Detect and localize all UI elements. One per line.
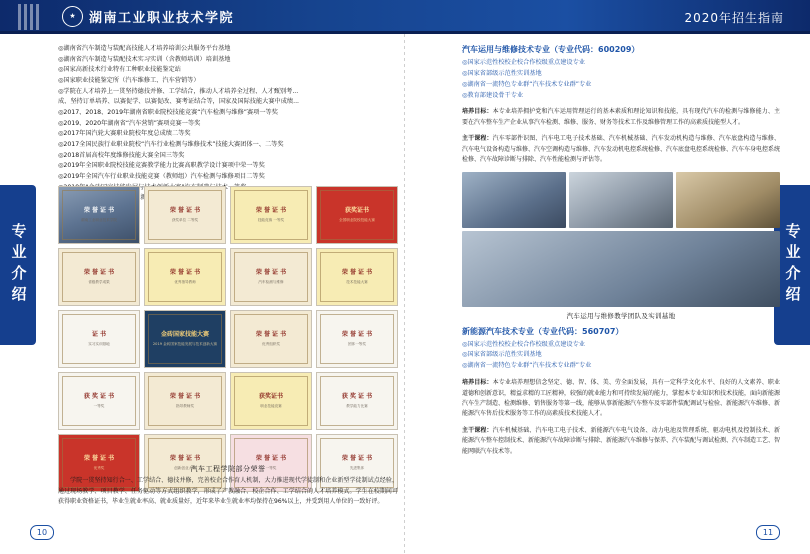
certificate-title: 证 书 实习实训基地 bbox=[88, 331, 110, 347]
certificate-title: 获奖证书 全国职业院校技能大赛 bbox=[339, 207, 375, 223]
major1-photo-gallery bbox=[462, 172, 780, 307]
photo-workshop-1 bbox=[462, 172, 566, 228]
certificate-item bbox=[144, 310, 226, 368]
list-item: ◎湖南省一流特色专业群“汽车技术专业群”专业 bbox=[462, 80, 592, 88]
certificate-title: 荣 誉 证 书 指导教师奖 bbox=[169, 393, 201, 409]
major2-courses-label: 主干课程： bbox=[462, 426, 493, 434]
certificate-subtitle: 实习实训基地 bbox=[88, 342, 110, 347]
side-tab-right-label: 专业介绍 bbox=[783, 223, 802, 307]
list-item: 成、坚持订单培养、以赛促学、以赛促改、赛考证结合等，国家及国际技能大赛中成绩... bbox=[58, 98, 300, 106]
list-item: ◎2017年国汽轮大赛职业院校年度总成绩二等奖 bbox=[58, 130, 191, 138]
list-item: ◎2018首届高校年度维修技能大赛全国三等奖 bbox=[58, 151, 185, 159]
list-item: ◎国家示范性校校企校合作校级重点建设专业 bbox=[462, 59, 585, 66]
certificate-item bbox=[316, 248, 398, 306]
certificate-item bbox=[316, 186, 398, 244]
certificate-title: 荣 誉 证 书 优秀组织奖 bbox=[255, 331, 287, 347]
header-decoration-icon bbox=[18, 4, 46, 30]
certificate-subtitle: 湖南工业职业技术学院 bbox=[81, 218, 117, 223]
major2-objective-text: 本专业培养理想信念坚定、德、智、体、美、劳全面发展，具有一定科学文化水平、良好的人文素养、职业道德和创新意识，精益求精的工匠精神，较强的就业能力和可持续发展的能力，掌握本专业知识和技术技能，面向新能源汽车生产制造、检测维修、销售服务等第一线，能够从事新能源汽车整车及零部件装配调试与检验、新能源汽车维修、新能源汽车售后技术服务等工作的高素质技术技能人才。 bbox=[462, 379, 781, 418]
list-item: ◎国家示范性校校企校合作校级重点建设专业 bbox=[462, 340, 585, 348]
major2-tags bbox=[462, 340, 780, 373]
certificate-title: 获 奖 证 书 一等奖 bbox=[83, 393, 115, 409]
left-page-content bbox=[58, 44, 398, 204]
major2-courses-text: 汽车机械基础、汽车电工电子技术、新能源汽车电气设备、动力电池及管理系统、驱动电机及控制技术、新能源汽车整车控制技术、新能源汽车故障诊断与排除、新能源汽车维修与保养、汽车装配与调试检测、汽车制造工艺、智能网联汽车技术等。 bbox=[462, 426, 781, 455]
list-item: ◎学院在人才培养上一贯坚持德技并修、工学结合，推动人才培养全过程、人才甄别考... bbox=[58, 87, 299, 95]
major1-courses bbox=[462, 134, 780, 165]
major1-title: 汽车运用与维修技术专业（专业代码：600209） bbox=[462, 45, 640, 54]
major1-objective-text: 本专业培养拥护党和汽车运用管理运行的基本素质和理论知识和技能，具有现代汽车的检测与维修能力、主要在汽车整车生产企业从事汽车检测、维修、服务、财务等技术工作及维修管理工作的高素质技能型人才。 bbox=[462, 108, 780, 126]
certificate-item bbox=[316, 372, 398, 430]
certificate-subtitle: 优秀组织奖 bbox=[262, 342, 280, 347]
list-item: ◎湖南省汽车制造与装配技术实习实训（含教师培训）培训基地 bbox=[58, 55, 231, 63]
list-item: ◎2019年全国职业院校技能竞赛教学能力比赛高职教学设计赛项中荣一等奖 bbox=[58, 162, 265, 170]
certificate-item bbox=[58, 310, 140, 368]
certificate-item bbox=[230, 310, 312, 368]
side-tab-left bbox=[0, 185, 36, 345]
page-gutter bbox=[404, 34, 405, 554]
certificate-subtitle: 全国职业院校技能大赛 bbox=[339, 218, 375, 223]
certificate-item bbox=[230, 372, 312, 430]
major2-title: 新能源汽车技术专业（专业代码：560707） bbox=[462, 326, 624, 336]
major2-courses bbox=[462, 426, 780, 457]
left-page-paragraph: 学院一贯坚持知行合一、工学结合、德技并修，完善校企合作育人机制，大力推进现代学徒制和企业新型学徒制试点经验，通过现场教学、项目教学、任务驱动等方式组织教学，形成了产教融合、校企合作、工学结合的人才培养模式。学生在校期间可获得职业资格证书，毕业生就业率高、就业质量好，近年来毕业生就业率均保持在96%以上，并受到用人单位的一致好评。 bbox=[58, 477, 398, 505]
photo-workshop-wide bbox=[462, 231, 780, 307]
certificate-title: 荣 誉 证 书 省级教学成果 bbox=[83, 269, 115, 285]
certificate-title: 荣 誉 证 书 汽车检测与维修 bbox=[255, 269, 287, 285]
list-item: ◎国家高新技术行业特有工种职业技能鉴定站 bbox=[58, 66, 181, 74]
certificate-title: 荣 誉 证 书 技术技能大赛 bbox=[341, 269, 373, 285]
list-item: ◎2017全国民族行业职业院校“汽车行业检测与维修技术”技能大赛团体一、二等奖 bbox=[58, 140, 284, 148]
major1-objective-label: 培养目标： bbox=[462, 108, 493, 116]
institution-logo bbox=[62, 6, 234, 27]
certificate-title: 荣 誉 证 书 湖南工业职业技术学院 bbox=[81, 207, 117, 223]
major1-tags bbox=[462, 58, 780, 101]
list-item: ◎湖南省一流特色专业群“汽车技术专业群”专业 bbox=[462, 362, 592, 370]
certificate-title: 荣 誉 证 书 创新创业大赛 bbox=[169, 455, 201, 471]
side-tab-left-label: 专业介绍 bbox=[9, 223, 28, 307]
certificate-subtitle: 创新创业大赛 bbox=[174, 466, 196, 471]
certificate-subtitle: 省级教学成果 bbox=[88, 280, 110, 285]
certificate-item bbox=[58, 186, 140, 244]
certificate-title: 荣 誉 证 书 先进集体 bbox=[341, 455, 373, 471]
certificate-item bbox=[230, 186, 312, 244]
certificate-title: 荣 誉 证 书 技能竞赛 一等奖 bbox=[255, 207, 287, 223]
certificate-title: 荣 誉 证 书 团体一等奖 bbox=[341, 331, 373, 347]
certificate-title: 荣 誉 证 书 一等奖 bbox=[255, 455, 287, 471]
achievement-list bbox=[58, 44, 398, 204]
certificate-title: 获奖证书 职业技能竞赛 bbox=[258, 393, 283, 409]
certificate-title: 荣 誉 证 书 获奖单位 二等奖 bbox=[169, 207, 201, 223]
certificate-subtitle: 优秀指导教师 bbox=[174, 280, 196, 285]
certificate-item bbox=[144, 372, 226, 430]
list-item: ◎国家省部级示范性实训基地 bbox=[462, 69, 542, 77]
list-item: ◎2019、2020年湖南省“汽车营销”赛项竞赛一等奖 bbox=[58, 119, 201, 127]
certificate-subtitle: 汽车检测与维修 bbox=[258, 280, 284, 285]
header-title: 2020年招生指南 bbox=[684, 11, 784, 25]
certificate-title: 获 奖 证 书 教学能力比赛 bbox=[341, 393, 373, 409]
certificate-subtitle: 技术技能大赛 bbox=[346, 280, 368, 285]
certificate-item bbox=[144, 186, 226, 244]
certificate-subtitle: 一等奖 bbox=[265, 466, 277, 471]
major2-objective-label: 培养目标： bbox=[462, 379, 493, 387]
certificate-subtitle: 职业技能竞赛 bbox=[260, 404, 282, 409]
certificate-subtitle: 技能竞赛 一等奖 bbox=[257, 218, 285, 223]
page-number-right: 11 bbox=[756, 525, 780, 540]
certificate-title: 荣 誉 证 书 优秀奖 bbox=[83, 455, 115, 471]
certificate-item bbox=[58, 372, 140, 430]
certificate-item bbox=[316, 310, 398, 368]
certificate-item bbox=[230, 248, 312, 306]
certificate-item bbox=[58, 248, 140, 306]
list-item: ◎2017、2018、2019年湖南省职业院校技能竞赛“汽车检测与维修”赛项一等奖 bbox=[58, 108, 278, 116]
certificate-subtitle: 优秀奖 bbox=[93, 466, 105, 471]
certificate-subtitle: 2019 金砖国家技能发展与技术创新大赛 bbox=[152, 342, 218, 347]
school-seal-icon: ★ bbox=[62, 6, 83, 27]
right-page-content bbox=[462, 44, 780, 463]
certificate-subtitle: 先进集体 bbox=[349, 466, 365, 471]
major1-photo-caption: 汽车运用与维修教学团队及实训基地 bbox=[566, 311, 676, 320]
certificate-gallery bbox=[58, 186, 398, 492]
major1-objective bbox=[462, 107, 780, 128]
list-item: ◎教育部建设骨干专业 bbox=[462, 91, 524, 99]
certificate-subtitle: 团体一等奖 bbox=[348, 342, 366, 347]
major1-courses-label: 主干课程： bbox=[462, 135, 493, 143]
list-item: ◎国家职业技能鉴定所（汽车维修工、汽车营销等） bbox=[58, 76, 200, 84]
list-item: ◎湖南省汽车制造与装配高技能人才培养培训公共服务平台基地 bbox=[58, 45, 231, 52]
page-number-left: 10 bbox=[30, 525, 54, 540]
certificate-gallery-caption: 汽车工程学院部分荣誉 bbox=[190, 465, 266, 473]
certificate-subtitle: 一等奖 bbox=[93, 404, 105, 409]
photo-workshop-2 bbox=[569, 172, 673, 228]
page-header bbox=[0, 0, 810, 34]
photo-workshop-3 bbox=[676, 172, 780, 228]
certificate-subtitle: 获奖单位 二等奖 bbox=[171, 218, 199, 223]
major1-courses-text: 汽车零部件识图、汽车电工电子技术基础、汽车机械基础、汽车发动机构造与维修、汽车底盘构造与维修、汽车电气设备构造与维修、汽车空调构造与维修、汽车发动机电控系统检修、汽车底盘电控系统检修、汽车车身电控系统检修、汽车故障诊断与排除、汽车性能检测与评估等。 bbox=[462, 135, 781, 164]
certificate-title: 金砖国家技能大赛 2019 金砖国家技能发展与技术创新大赛 bbox=[152, 331, 218, 347]
certificate-title: 荣 誉 证 书 优秀指导教师 bbox=[169, 269, 201, 285]
list-item: ◎2019年全国汽车行业职业技能竞赛（教师组）汽车检测与维修项目二等奖 bbox=[58, 172, 265, 180]
list-item: ◎国家省部级示范性实训基地 bbox=[462, 351, 542, 359]
certificate-subtitle: 教学能力比赛 bbox=[346, 404, 368, 409]
certificate-item bbox=[144, 248, 226, 306]
certificate-subtitle: 指导教师奖 bbox=[176, 404, 194, 409]
major2-objective bbox=[462, 378, 780, 420]
institution-name: 湖南工业职业技术学院 bbox=[89, 11, 235, 26]
